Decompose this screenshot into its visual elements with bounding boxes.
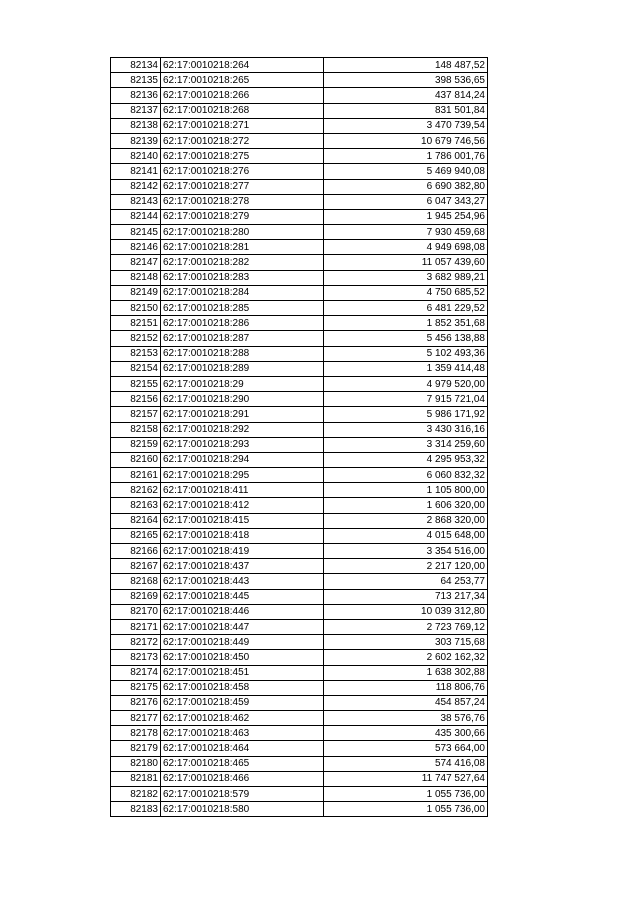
value-cell: 4 750 685,52 (324, 285, 488, 300)
row-number-cell: 82170 (111, 604, 161, 619)
cadastral-number-cell: 62:17:0010218:446 (161, 604, 324, 619)
value-cell: 4 979 520,00 (324, 376, 488, 391)
value-cell: 118 806,76 (324, 680, 488, 695)
cadastral-number-cell: 62:17:0010218:579 (161, 787, 324, 802)
value-cell: 4 295 953,32 (324, 452, 488, 467)
table-row (111, 771, 488, 786)
value-cell: 11 747 527,64 (324, 771, 488, 786)
table-row (111, 285, 488, 300)
table-row (111, 483, 488, 498)
row-number-cell: 82173 (111, 650, 161, 665)
cadastral-number-cell: 62:17:0010218:450 (161, 650, 324, 665)
value-cell: 1 359 414,48 (324, 361, 488, 376)
value-cell: 7 915 721,04 (324, 392, 488, 407)
table-row (111, 194, 488, 209)
value-cell: 1 055 736,00 (324, 802, 488, 817)
row-number-cell: 82165 (111, 528, 161, 543)
table-row (111, 225, 488, 240)
table-row (111, 635, 488, 650)
value-cell: 1 786 001,76 (324, 149, 488, 164)
row-number-cell: 82166 (111, 544, 161, 559)
value-cell: 574 416,08 (324, 756, 488, 771)
table-row (111, 301, 488, 316)
table-row (111, 468, 488, 483)
cadastral-value-table (110, 57, 488, 817)
cadastral-number-cell: 62:17:0010218:419 (161, 544, 324, 559)
table-row (111, 118, 488, 133)
row-number-cell: 82180 (111, 756, 161, 771)
cadastral-number-cell: 62:17:0010218:462 (161, 711, 324, 726)
cadastral-number-cell: 62:17:0010218:282 (161, 255, 324, 270)
row-number-cell: 82183 (111, 802, 161, 817)
row-number-cell: 82178 (111, 726, 161, 741)
value-cell: 713 217,34 (324, 589, 488, 604)
table-row (111, 498, 488, 513)
table-row (111, 103, 488, 118)
table-row (111, 407, 488, 422)
table-row (111, 255, 488, 270)
row-number-cell: 82169 (111, 589, 161, 604)
table-row (111, 437, 488, 452)
cadastral-number-cell: 62:17:0010218:289 (161, 361, 324, 376)
cadastral-number-cell: 62:17:0010218:466 (161, 771, 324, 786)
table-row (111, 209, 488, 224)
cadastral-number-cell: 62:17:0010218:294 (161, 452, 324, 467)
table-row (111, 392, 488, 407)
row-number-cell: 82145 (111, 225, 161, 240)
row-number-cell: 82158 (111, 422, 161, 437)
cadastral-number-cell: 62:17:0010218:459 (161, 695, 324, 710)
cadastral-number-cell: 62:17:0010218:580 (161, 802, 324, 817)
table-row (111, 133, 488, 148)
value-cell: 64 253,77 (324, 574, 488, 589)
table-row (111, 270, 488, 285)
table-row (111, 589, 488, 604)
value-cell: 398 536,65 (324, 73, 488, 88)
table-row (111, 422, 488, 437)
cadastral-number-cell: 62:17:0010218:464 (161, 741, 324, 756)
cadastral-number-cell: 62:17:0010218:465 (161, 756, 324, 771)
row-number-cell: 82149 (111, 285, 161, 300)
row-number-cell: 82141 (111, 164, 161, 179)
row-number-cell: 82160 (111, 452, 161, 467)
row-number-cell: 82181 (111, 771, 161, 786)
row-number-cell: 82151 (111, 316, 161, 331)
value-cell: 831 501,84 (324, 103, 488, 118)
value-cell: 5 102 493,36 (324, 346, 488, 361)
table-row (111, 58, 488, 73)
table-row (111, 513, 488, 528)
row-number-cell: 82139 (111, 133, 161, 148)
value-cell: 1 945 254,96 (324, 209, 488, 224)
cadastral-number-cell: 62:17:0010218:412 (161, 498, 324, 513)
value-cell: 435 300,66 (324, 726, 488, 741)
table-row (111, 544, 488, 559)
table-row (111, 619, 488, 634)
table-row (111, 680, 488, 695)
value-cell: 3 314 259,60 (324, 437, 488, 452)
cadastral-number-cell: 62:17:0010218:280 (161, 225, 324, 240)
table-row (111, 787, 488, 802)
value-cell: 3 682 989,21 (324, 270, 488, 285)
value-cell: 2 602 162,32 (324, 650, 488, 665)
cadastral-number-cell: 62:17:0010218:447 (161, 619, 324, 634)
row-number-cell: 82150 (111, 301, 161, 316)
value-cell: 4 949 698,08 (324, 240, 488, 255)
table-row (111, 741, 488, 756)
row-number-cell: 82134 (111, 58, 161, 73)
cadastral-number-cell: 62:17:0010218:276 (161, 164, 324, 179)
table-row (111, 346, 488, 361)
value-cell: 3 354 516,00 (324, 544, 488, 559)
value-cell: 5 986 171,92 (324, 407, 488, 422)
table-row (111, 73, 488, 88)
row-number-cell: 82156 (111, 392, 161, 407)
cadastral-number-cell: 62:17:0010218:264 (161, 58, 324, 73)
row-number-cell: 82164 (111, 513, 161, 528)
value-cell: 4 015 648,00 (324, 528, 488, 543)
table-row (111, 604, 488, 619)
row-number-cell: 82153 (111, 346, 161, 361)
table-row (111, 711, 488, 726)
cadastral-number-cell: 62:17:0010218:292 (161, 422, 324, 437)
cadastral-number-cell: 62:17:0010218:293 (161, 437, 324, 452)
cadastral-number-cell: 62:17:0010218:287 (161, 331, 324, 346)
cadastral-number-cell: 62:17:0010218:265 (161, 73, 324, 88)
value-cell: 5 456 138,88 (324, 331, 488, 346)
table-row (111, 240, 488, 255)
cadastral-number-cell: 62:17:0010218:29 (161, 376, 324, 391)
value-cell: 454 857,24 (324, 695, 488, 710)
value-cell: 6 060 832,32 (324, 468, 488, 483)
table-row (111, 376, 488, 391)
table-row (111, 179, 488, 194)
table-row (111, 802, 488, 817)
cadastral-number-cell: 62:17:0010218:463 (161, 726, 324, 741)
row-number-cell: 82154 (111, 361, 161, 376)
cadastral-number-cell: 62:17:0010218:415 (161, 513, 324, 528)
row-number-cell: 82159 (111, 437, 161, 452)
row-number-cell: 82163 (111, 498, 161, 513)
cadastral-number-cell: 62:17:0010218:295 (161, 468, 324, 483)
table-body (111, 58, 488, 817)
cadastral-number-cell: 62:17:0010218:277 (161, 179, 324, 194)
value-cell: 573 664,00 (324, 741, 488, 756)
table-row (111, 361, 488, 376)
value-cell: 5 469 940,08 (324, 164, 488, 179)
value-cell: 1 852 351,68 (324, 316, 488, 331)
row-number-cell: 82175 (111, 680, 161, 695)
value-cell: 3 470 739,54 (324, 118, 488, 133)
value-cell: 1 055 736,00 (324, 787, 488, 802)
row-number-cell: 82135 (111, 73, 161, 88)
row-number-cell: 82148 (111, 270, 161, 285)
table-row (111, 88, 488, 103)
table-row (111, 726, 488, 741)
table-row (111, 331, 488, 346)
table-row (111, 164, 488, 179)
row-number-cell: 82162 (111, 483, 161, 498)
value-cell: 148 487,52 (324, 58, 488, 73)
value-cell: 6 047 343,27 (324, 194, 488, 209)
table-row (111, 695, 488, 710)
row-number-cell: 82179 (111, 741, 161, 756)
row-number-cell: 82142 (111, 179, 161, 194)
cadastral-number-cell: 62:17:0010218:266 (161, 88, 324, 103)
row-number-cell: 82144 (111, 209, 161, 224)
value-cell: 2 217 120,00 (324, 559, 488, 574)
cadastral-number-cell: 62:17:0010218:288 (161, 346, 324, 361)
cadastral-number-cell: 62:17:0010218:445 (161, 589, 324, 604)
cadastral-number-cell: 62:17:0010218:286 (161, 316, 324, 331)
value-cell: 2 723 769,12 (324, 619, 488, 634)
cadastral-number-cell: 62:17:0010218:271 (161, 118, 324, 133)
cadastral-number-cell: 62:17:0010218:272 (161, 133, 324, 148)
row-number-cell: 82174 (111, 665, 161, 680)
table-row (111, 665, 488, 680)
cadastral-number-cell: 62:17:0010218:279 (161, 209, 324, 224)
cadastral-number-cell: 62:17:0010218:418 (161, 528, 324, 543)
row-number-cell: 82177 (111, 711, 161, 726)
cadastral-number-cell: 62:17:0010218:284 (161, 285, 324, 300)
value-cell: 10 039 312,80 (324, 604, 488, 619)
row-number-cell: 82176 (111, 695, 161, 710)
value-cell: 11 057 439,60 (324, 255, 488, 270)
table-row (111, 574, 488, 589)
value-cell: 3 430 316,16 (324, 422, 488, 437)
cadastral-number-cell: 62:17:0010218:281 (161, 240, 324, 255)
row-number-cell: 82182 (111, 787, 161, 802)
row-number-cell: 82140 (111, 149, 161, 164)
table-row (111, 528, 488, 543)
row-number-cell: 82143 (111, 194, 161, 209)
row-number-cell: 82171 (111, 619, 161, 634)
cadastral-number-cell: 62:17:0010218:283 (161, 270, 324, 285)
value-cell: 1 638 302,88 (324, 665, 488, 680)
value-cell: 6 481 229,52 (324, 301, 488, 316)
row-number-cell: 82155 (111, 376, 161, 391)
cadastral-number-cell: 62:17:0010218:268 (161, 103, 324, 118)
cadastral-number-cell: 62:17:0010218:458 (161, 680, 324, 695)
row-number-cell: 82146 (111, 240, 161, 255)
cadastral-number-cell: 62:17:0010218:451 (161, 665, 324, 680)
row-number-cell: 82168 (111, 574, 161, 589)
row-number-cell: 82161 (111, 468, 161, 483)
value-cell: 10 679 746,56 (324, 133, 488, 148)
cadastral-number-cell: 62:17:0010218:278 (161, 194, 324, 209)
value-cell: 1 606 320,00 (324, 498, 488, 513)
table-row (111, 316, 488, 331)
row-number-cell: 82138 (111, 118, 161, 133)
row-number-cell: 82167 (111, 559, 161, 574)
value-cell: 303 715,68 (324, 635, 488, 650)
cadastral-number-cell: 62:17:0010218:285 (161, 301, 324, 316)
table-row (111, 559, 488, 574)
cadastral-number-cell: 62:17:0010218:443 (161, 574, 324, 589)
value-cell: 437 814,24 (324, 88, 488, 103)
cadastral-number-cell: 62:17:0010218:411 (161, 483, 324, 498)
value-cell: 6 690 382,80 (324, 179, 488, 194)
value-cell: 38 576,76 (324, 711, 488, 726)
table-row (111, 650, 488, 665)
table-row (111, 452, 488, 467)
cadastral-number-cell: 62:17:0010218:290 (161, 392, 324, 407)
row-number-cell: 82152 (111, 331, 161, 346)
row-number-cell: 82172 (111, 635, 161, 650)
value-cell: 2 868 320,00 (324, 513, 488, 528)
value-cell: 7 930 459,68 (324, 225, 488, 240)
row-number-cell: 82137 (111, 103, 161, 118)
cadastral-number-cell: 62:17:0010218:275 (161, 149, 324, 164)
table-row (111, 149, 488, 164)
table-row (111, 756, 488, 771)
cadastral-number-cell: 62:17:0010218:449 (161, 635, 324, 650)
row-number-cell: 82136 (111, 88, 161, 103)
value-cell: 1 105 800,00 (324, 483, 488, 498)
cadastral-number-cell: 62:17:0010218:437 (161, 559, 324, 574)
row-number-cell: 82157 (111, 407, 161, 422)
row-number-cell: 82147 (111, 255, 161, 270)
cadastral-number-cell: 62:17:0010218:291 (161, 407, 324, 422)
